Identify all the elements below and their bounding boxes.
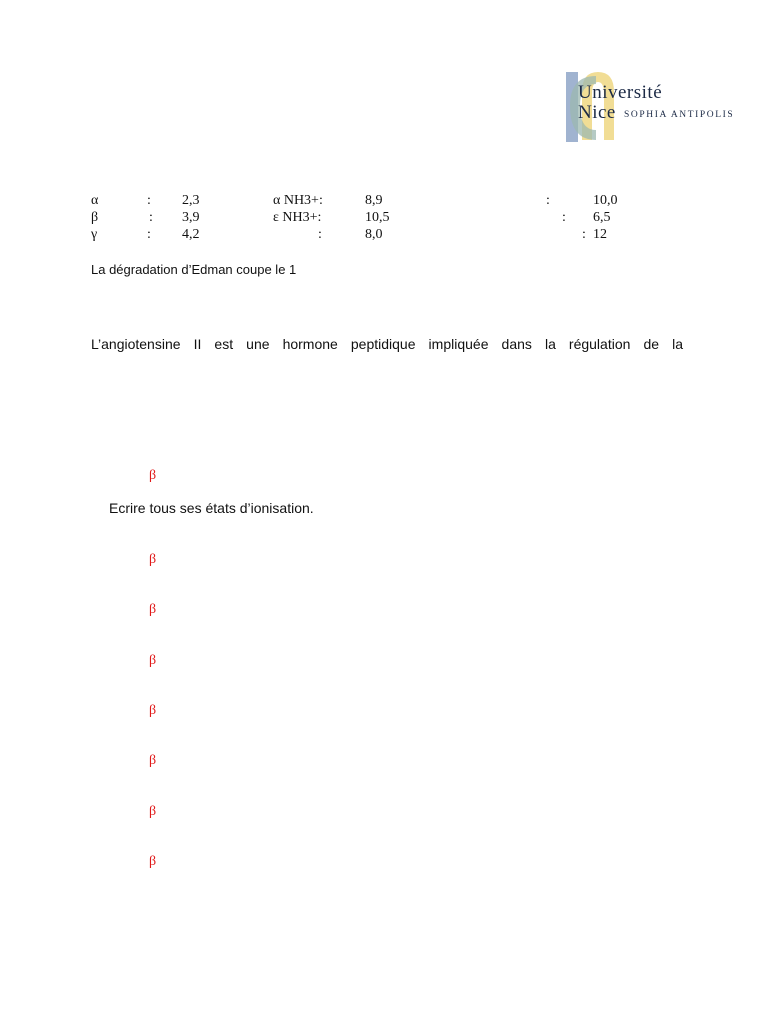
red-beta-marker-6: β [149,753,157,768]
pk-row1-group-value: 8,9 [365,193,383,208]
pk-row2-colon: : [149,210,153,225]
pk-row2-col3-value: 6,5 [593,210,611,225]
pk-row3-col3-value: 12 [593,227,607,242]
pk-row1-col3-value: 10,0 [593,193,618,208]
pk-row3-col3-colon: : [582,227,586,242]
question-ionisation-states: Ecrire tous ses états d’ionisation. [109,500,314,516]
logo-line-nice: Nice [578,102,616,123]
red-beta-marker-5: β [149,703,157,718]
pk-row1-colon: : [147,193,151,208]
pk-row2-group-value: 10,5 [365,210,390,225]
red-beta-marker-3: β [149,602,157,617]
angiotensin-paragraph: L’angiotensine II est une hormone peptidique impliquée dans la régulation de la [91,336,683,352]
edman-paragraph: La dégradation d’Edman coupe le 1 [91,262,297,277]
red-beta-marker-1: β [149,468,157,483]
pk-row3-value: 4,2 [182,227,200,242]
pk-row1-col3-colon: : [546,193,550,208]
pk-row2-value: 3,9 [182,210,200,225]
red-beta-marker-8: β [149,854,157,869]
pk-row2-group-label: ε NH3+: [273,210,322,225]
pk-row3-group-label: : [318,227,322,242]
pk-row1-group-label: α NH3+: [273,193,323,208]
pk-row3-group-value: 8,0 [365,227,383,242]
red-beta-marker-4: β [149,653,157,668]
logo-line-universite: Université [578,82,663,103]
universite-nice-logo [562,66,742,146]
red-beta-marker-2: β [149,552,157,567]
pk-row3-colon: : [147,227,151,242]
pk-row2-label: β [91,210,99,225]
pk-row3-label: γ [91,227,98,242]
pk-row1-value: 2,3 [182,193,200,208]
red-beta-marker-7: β [149,804,157,819]
logo-line-sophia-antipolis: SOPHIA ANTIPOLIS [624,110,735,120]
pk-row1-label: α [91,193,99,208]
pk-row2-col3-colon: : [562,210,566,225]
